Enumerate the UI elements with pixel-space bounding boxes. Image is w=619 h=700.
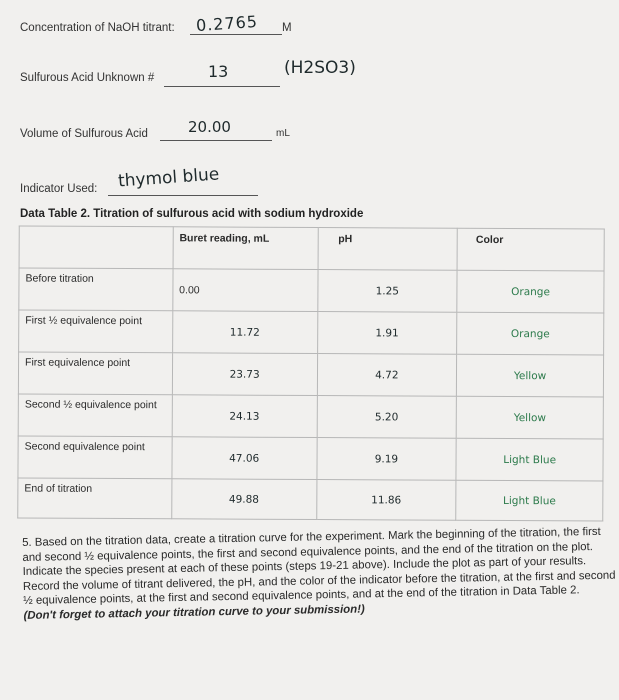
volume-unit: mL: [276, 128, 290, 139]
color-value: Light Blue: [456, 480, 603, 521]
row-label: Second equivalence point: [18, 436, 172, 479]
buret-value: 11.72: [172, 311, 317, 354]
ph-value: 1.91: [317, 312, 457, 355]
table-row: [18, 352, 603, 397]
indicator-value: thymol blue: [117, 164, 220, 192]
ph-value: 1.25: [317, 270, 457, 313]
naoh-unit: M: [282, 22, 292, 34]
color-value: Yellow: [456, 396, 603, 439]
row-label: First equivalence point: [18, 352, 172, 395]
table-row: [19, 268, 604, 313]
header-ph: pH: [318, 228, 458, 271]
table-row: [19, 310, 604, 355]
ph-value: 11.86: [316, 480, 456, 521]
naoh-concentration-label: Concentration of NaOH titrant:: [20, 22, 175, 34]
ph-value: 9.19: [316, 438, 456, 481]
header-color: Color: [457, 228, 604, 271]
row-label: First ½ equivalence point: [19, 310, 173, 353]
naoh-concentration-value: 0.2765: [195, 11, 259, 36]
buret-value: 47.06: [172, 437, 317, 480]
table-row: [18, 394, 603, 439]
table-row: [18, 478, 603, 521]
row-label: Before titration: [19, 268, 173, 311]
instructions-text: 5. Based on the titration data, create a titration curve for the experiment. Mark the beginning of the titration, the first and second ½ equivalence points, the first and second equivalence points, and the end of the titration on the plot. Indicate the species present at each of these points (steps 19-21 above). Include the plot as part of your results. Record the volume of titrant delivered, the pH, and the color of the indicator before the titration, at the first and second ½ equivalence points, at the first and second equivalence points, and at the end of the titration in Data Table 2.: [22, 525, 616, 608]
volume-label: Volume of Sulfurous Acid: [20, 128, 148, 140]
ph-value: 4.72: [317, 354, 457, 397]
color-value: Light Blue: [456, 438, 603, 481]
acid-unknown-label: Sulfurous Acid Unknown #: [20, 72, 155, 84]
row-label: Second ½ equivalence point: [18, 394, 172, 437]
table-header-row: [19, 226, 604, 271]
header-buret: Buret reading, mL: [173, 227, 318, 270]
acid-unknown-underline: [164, 86, 280, 87]
instructions: [22, 525, 619, 624]
titration-data-table: [17, 225, 605, 521]
buret-value: 23.73: [172, 353, 317, 396]
buret-value: 0.00: [173, 269, 318, 312]
acid-unknown-number: 13: [208, 62, 229, 81]
volume-value: 20.00: [188, 118, 231, 136]
header-blank: [19, 226, 173, 269]
color-value: Orange: [457, 312, 604, 355]
ph-value: 5.20: [317, 396, 457, 439]
color-value: Orange: [457, 270, 604, 313]
buret-value: 24.13: [172, 395, 317, 438]
indicator-label: Indicator Used:: [20, 183, 98, 195]
indicator-underline: [108, 195, 258, 196]
row-label: End of titration: [18, 478, 172, 519]
submission-note: (Don't forget to attach your titration curve to your submission!): [23, 603, 365, 622]
table-row: [18, 436, 603, 481]
color-value: Yellow: [457, 354, 604, 397]
volume-underline: [160, 140, 272, 141]
buret-value: 49.88: [172, 479, 317, 520]
table-title: Data Table 2. Titration of sulfurous acid with sodium hydroxide: [20, 208, 364, 220]
acid-formula: (H2SO3): [284, 58, 356, 78]
